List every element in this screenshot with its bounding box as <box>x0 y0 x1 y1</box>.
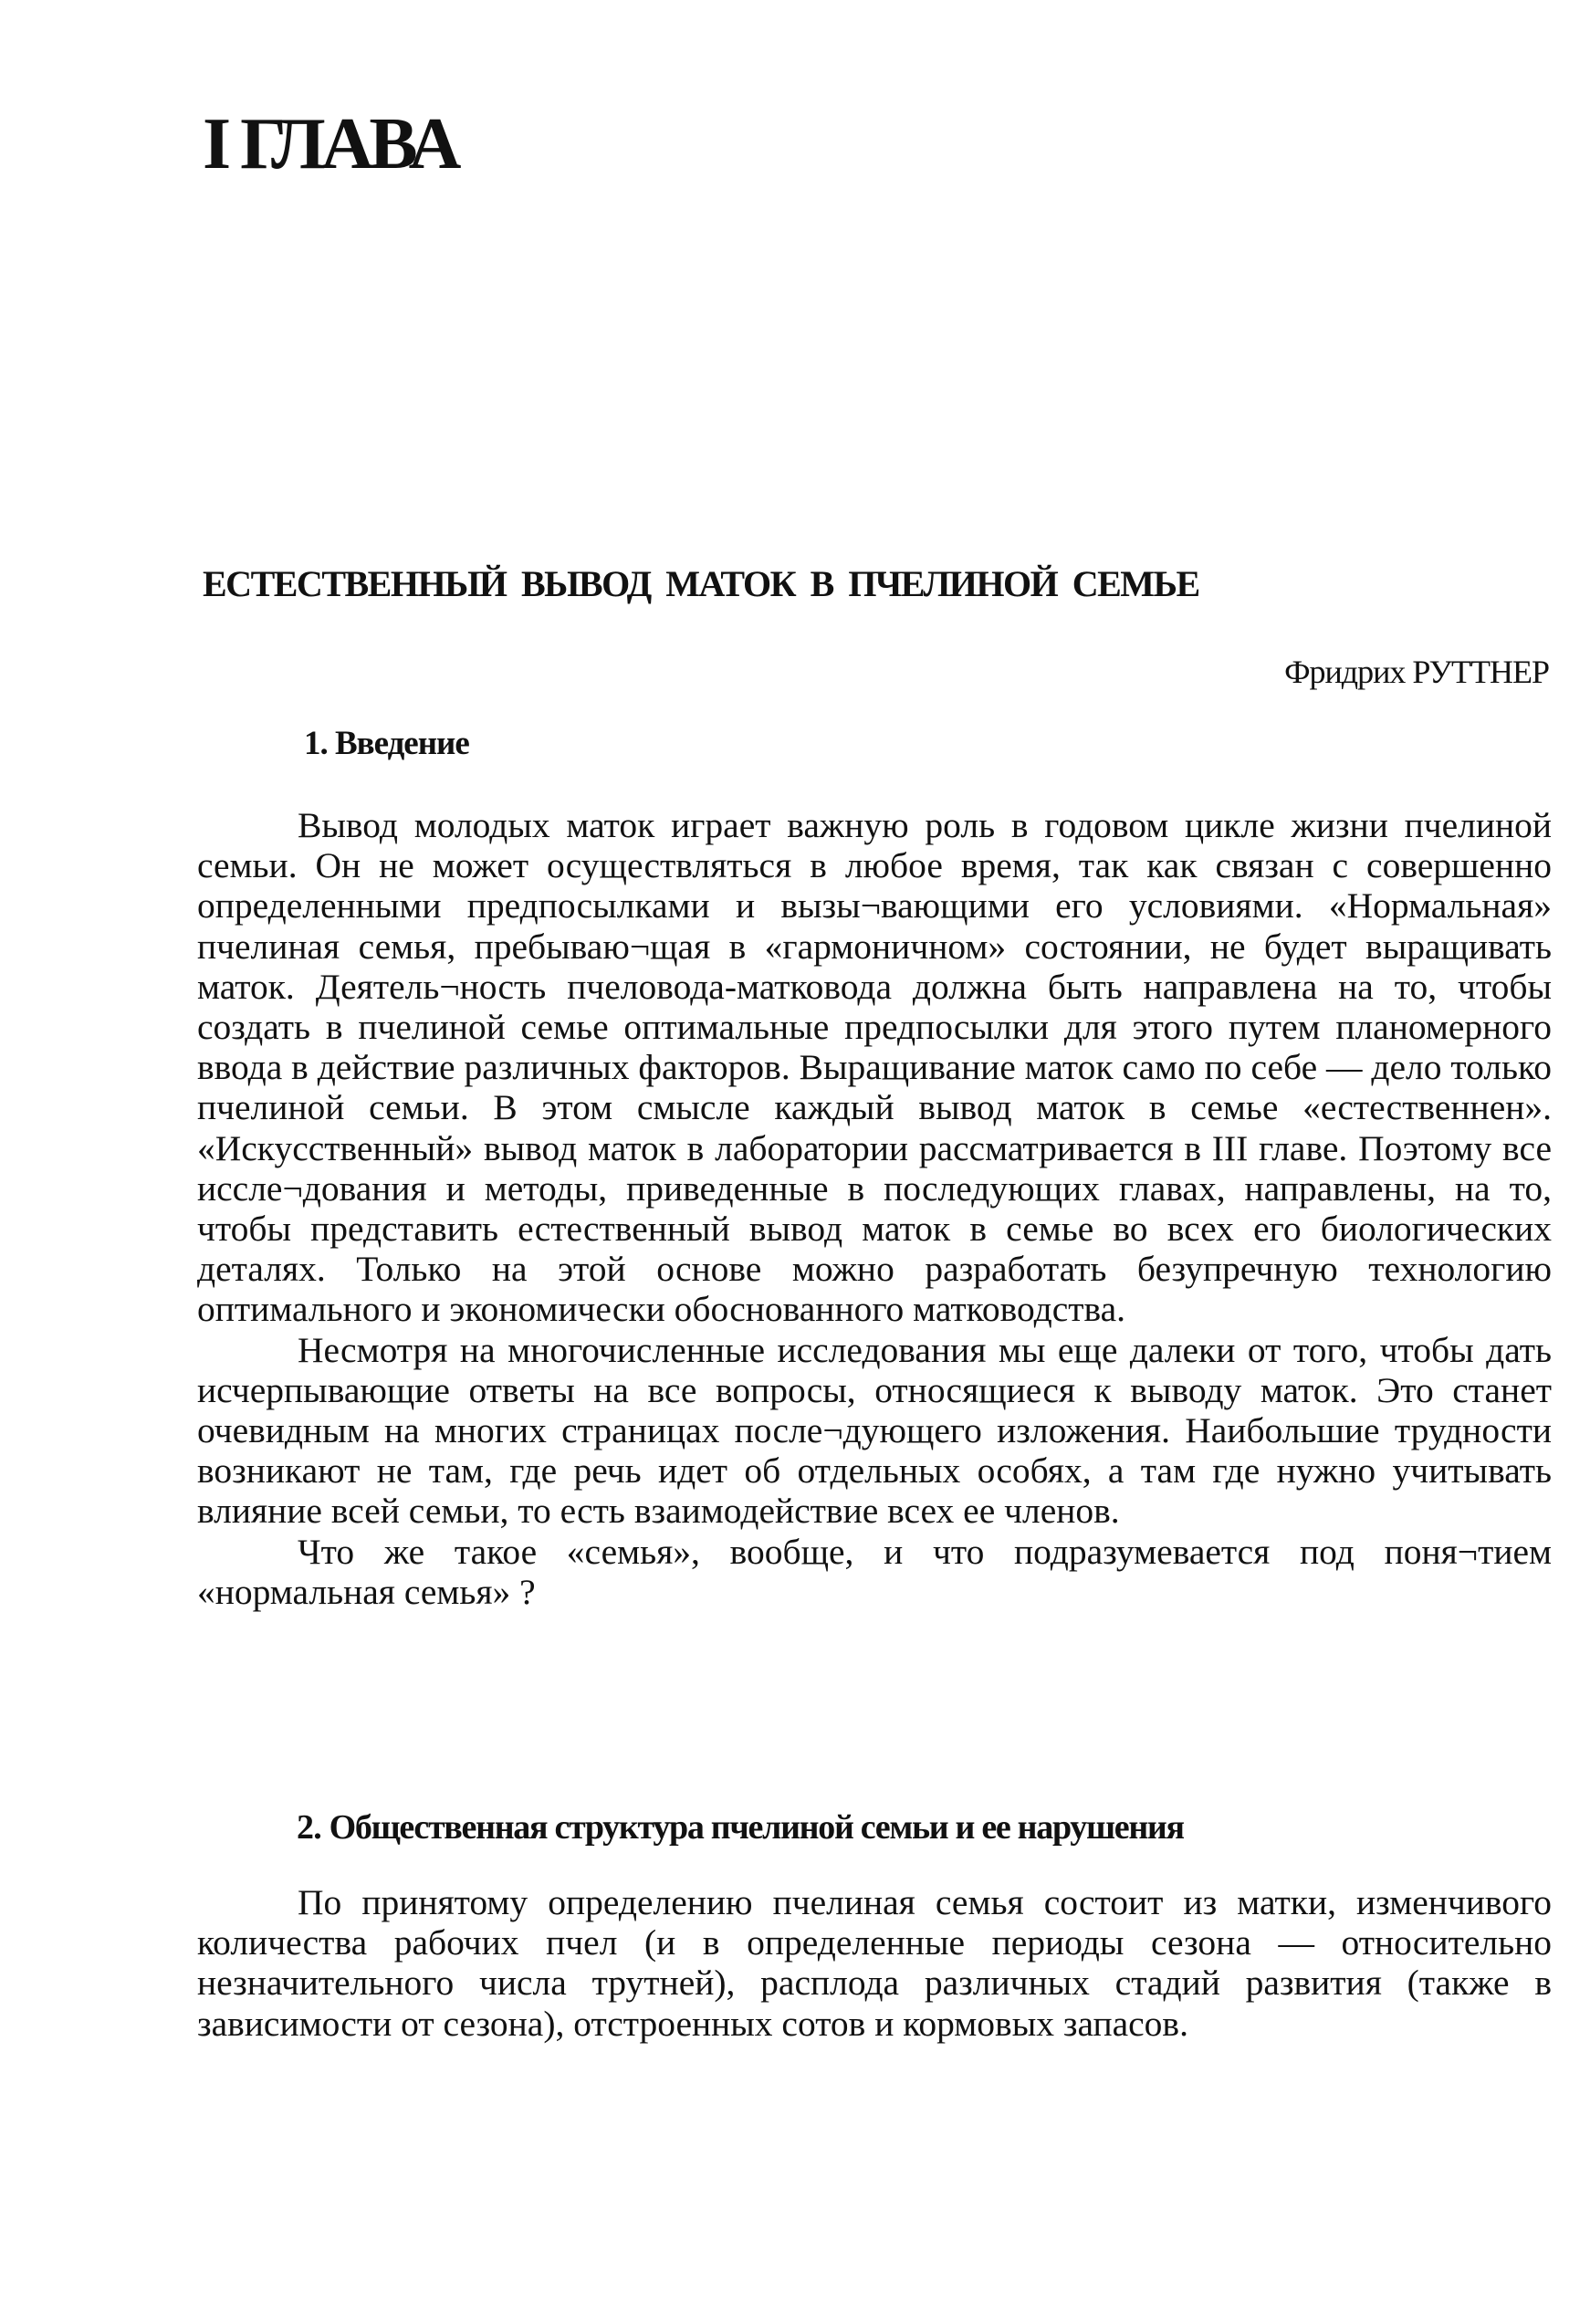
paragraph: Несмотря на многочисленные исследования мы еще далеки от того, чтобы дать исчерпывающие ответы на все вопросы, относящиеся к выводу маток. Это станет очевидным на многих страницах после¬дующего изложения. Наибольшие трудности возникают не там, где речь идет об отдельных особях, а там где нужно учитывать влияние всей семьи, то есть взаимодействие всех ее членов. <box>197 1329 1552 1532</box>
author-name: Фридрих РУТТНЕР <box>1284 654 1549 690</box>
section-2-body <box>197 1882 1552 2044</box>
section-2-title: Общественная структура пчелиной семьи и ее нарушения <box>329 1808 1184 1847</box>
article-title: ЕСТЕСТВЕННЫЙ ВЫВОД МАТОК В ПЧЕЛИНОЙ СЕМЬЕ <box>203 563 1199 604</box>
section-1-heading <box>304 727 469 760</box>
paragraph: Что же такое «семья», вообще, и что подразумевается под поня¬тием «нормальная семья» ? <box>197 1531 1552 1612</box>
chapter-title: I ГЛАВА <box>203 104 457 184</box>
section-1-body <box>197 805 1552 1612</box>
section-2-heading <box>297 1810 1184 1845</box>
paragraph: Вывод молодых маток играет важную роль в годовом цикле жизни пчелиной семьи. Он не может осуществляться в любое время, так как связан с совершенно определенными предпосылками и вызы¬вающими его условиями. «Нормальная» пчелиная семья, пребываю¬щая в «гармоничном» состоянии, не будет выращивать маток. Деятель¬ность пчеловода-матковода должна быть направлена на то, чтобы создать в пчелиной семье оптимальные предпосылки для этого путем планомерного ввода в действие различных факторов. Выращивание маток само по себе — дело только пчелиной семьи. В этом смысле каждый вывод маток в семье «естественнен». «Искусственный» вывод маток в лаборатории рассматривается в III главе. Поэтому все иссле¬дования и методы, приведенные в последующих главах, направлены, на то, чтобы представить естественный вывод маток в семье во всех его биологических деталях. Только на этой основе можно разработать безупречную технологию оптимального и экономически обоснованного матководства. <box>197 805 1552 1330</box>
paragraph: По принятому определению пчелиная семья состоит из матки, изменчивого количества рабочих пчел (и в определенные периоды сезона — относительно незначительного числа трутней), расплода различных стадий развития (также в зависимости от сезона), отстроенных сотов и кормовых запасов. <box>197 1882 1552 2044</box>
section-1-number: 1. <box>304 725 328 762</box>
section-2-number: 2. <box>297 1808 321 1847</box>
section-1-title: Введение <box>335 725 469 762</box>
